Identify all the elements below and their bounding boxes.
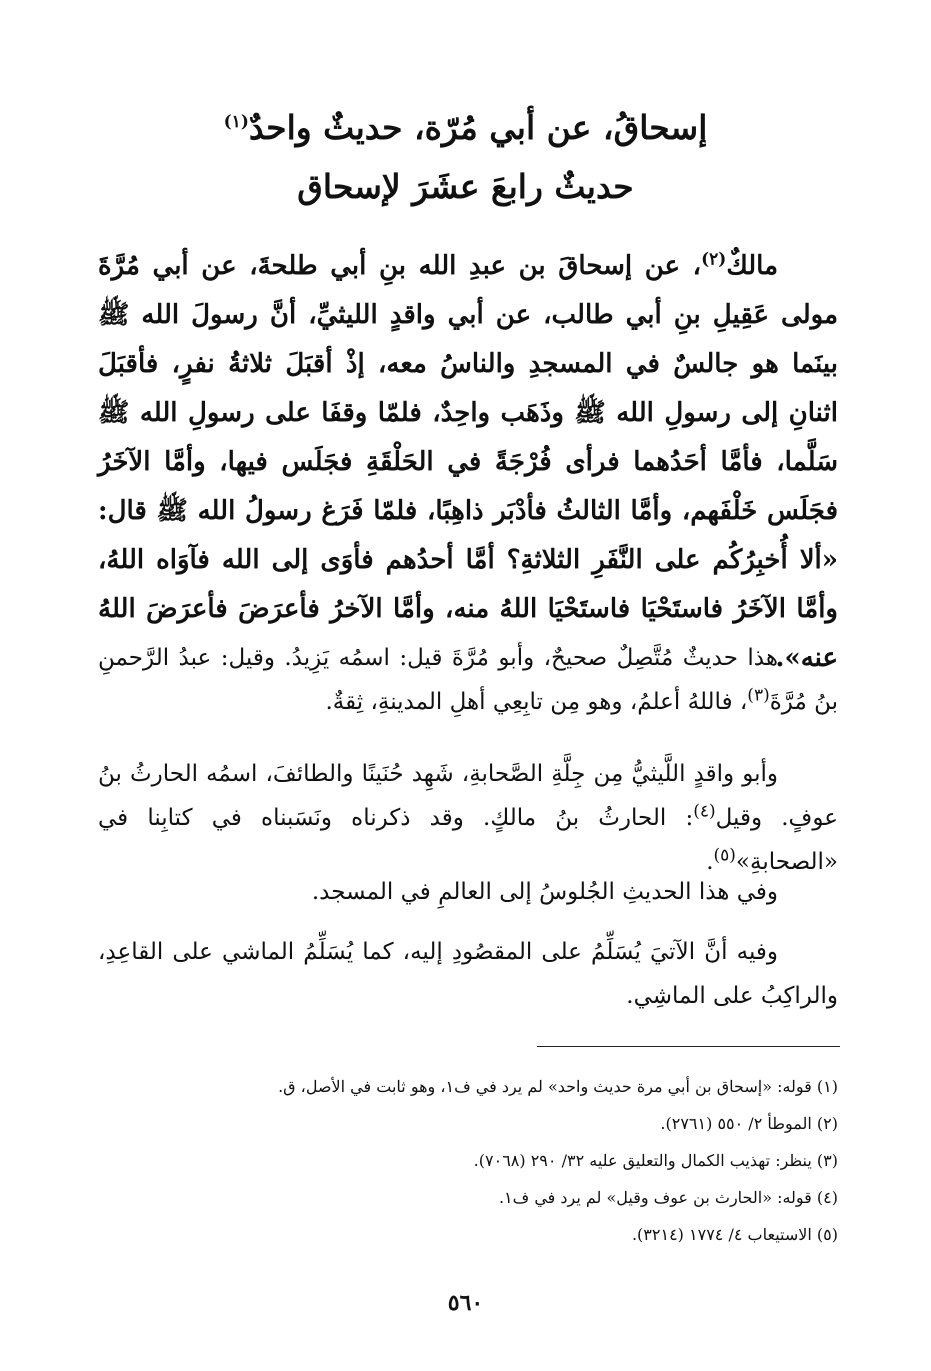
commentary-paragraph <box>98 752 838 884</box>
commentary-text: وأبو واقدٍ اللَّيثيُّ مِن جِلَّةِ الصَّحابةِ، شَهِد حُنَينًا والطائفَ، اسمُه الحارثُ بنُ عوفٍ. وقيل <box>98 761 839 831</box>
footnote-marker: (٢) <box>701 249 727 270</box>
hadith-narrator: مالكٌ <box>726 251 778 281</box>
commentary-paragraph: وفي هذا الحديثِ الجُلوسُ إلى العالمِ في المسجد. <box>311 879 778 905</box>
commentary-text: هذا حديثٌ مُتَّصِلٌ صحيحٌ، وأبو مُرَّةَ قيل: اسمُه يَزِيدُ. وقيل: عبدُ الرَّحمنِ بنُ مُرَّةَ <box>98 645 838 715</box>
footnote: (٣) ينظر: تهذيب الكمال والتعليق عليه ٣٢/ ٢٩٠ (٧٠٦٨). <box>473 1151 838 1170</box>
footnote-marker: (٤) <box>693 801 716 822</box>
commentary-text: . <box>706 849 714 875</box>
page-number: ٥٦٠ <box>447 1290 484 1316</box>
footnote-separator <box>537 1046 840 1047</box>
chapter-subheading: حديثٌ رابعَ عشَرَ لإسحاق <box>297 167 634 206</box>
commentary-text: : الحارثُ بنُ مالكٍ. وقد ذكرناه ونَسَبناه في كتابِنا في «الصحابةِ» <box>98 805 838 875</box>
footnote: (٥) الاستيعاب ٤/ ١٧٧٤ (٣٢١٤). <box>631 1225 838 1244</box>
footnote-marker: (٥) <box>713 845 736 866</box>
footnote: (٢) الموطأ ٢/ ٥٥٠ (٢٧٦١). <box>660 1114 838 1133</box>
footnote-marker: (٣) <box>747 685 770 706</box>
commentary-text: ، فاللهُ أعلمُ، وهو مِن تابِعِي أهلِ المدينةِ، ثِقةٌ. <box>325 689 748 715</box>
chapter-heading <box>0 104 931 152</box>
commentary-paragraph <box>98 636 838 724</box>
footnote-marker: (١) <box>223 112 249 132</box>
commentary-paragraph: وفيه أنَّ الآتيَ يُسَلِّمُ على المقصُودِ إليه، كما يُسَلِّمُ الماشي على القاعِدِ، والراكِبُ على الماشِي. <box>98 939 838 1009</box>
footnote: (٤) قوله: «الحارث بن عوف وقيل» لم يرد في ف١. <box>498 1188 838 1207</box>
hadith-body: ، عن إسحاقَ بن عبدِ الله بنِ أبي طلحةَ، عن أبي مُرَّةَ مولى عَقِيلِ بنِ أبي طالب، عن أبي واقدٍ الليثيِّ، أنَّ رسولَ الله ﷺ بينَما هو جالسٌ في المسجدِ والناسُ معه، إذْ أقبَلَ ثلاثةُ نفرٍ، فأقبَلَ اثنانِ إلى رسولِ الله ﷺ وذَهَب واحِدٌ، فلمّا وقفَا على رسولِ الله ﷺ سَلَّما، فأمَّا أحَدُهما فرأى فُرْجَةً في الحَلْقَةِ فجَلَس فيها، وأمَّا الآخَرُ فجَلَس خَلْفَهم، وأمَّا الثالثُ فأدْبَر ذاهِبًا، فلمّا فَرَغ رسولُ الله ﷺ قال: «ألا أُخبِرُكُم على النَّفَرِ الثلاثةِ؟ أمَّا أحدُهم فأوَى إلى الله فآوَاه اللهُ، وأمَّا الآخَرُ فاستَحْيَا فاستَحْيَا اللهُ منه، وأمَّا الآخرُ فأعرَضَ فأعرَضَ اللهُ عنه». <box>98 251 838 673</box>
footnote: (١) قوله: «إسحاق بن أبي مرة حديث واحد» لم يرد في ف١، وهو ثابت في الأصل، ق. <box>278 1077 838 1096</box>
hadith-text <box>98 242 838 683</box>
chapter-heading-text: إسحاقُ، عن أبي مُرّة، حديثٌ واحدٌ <box>248 108 708 147</box>
footnotes <box>98 1068 838 1253</box>
